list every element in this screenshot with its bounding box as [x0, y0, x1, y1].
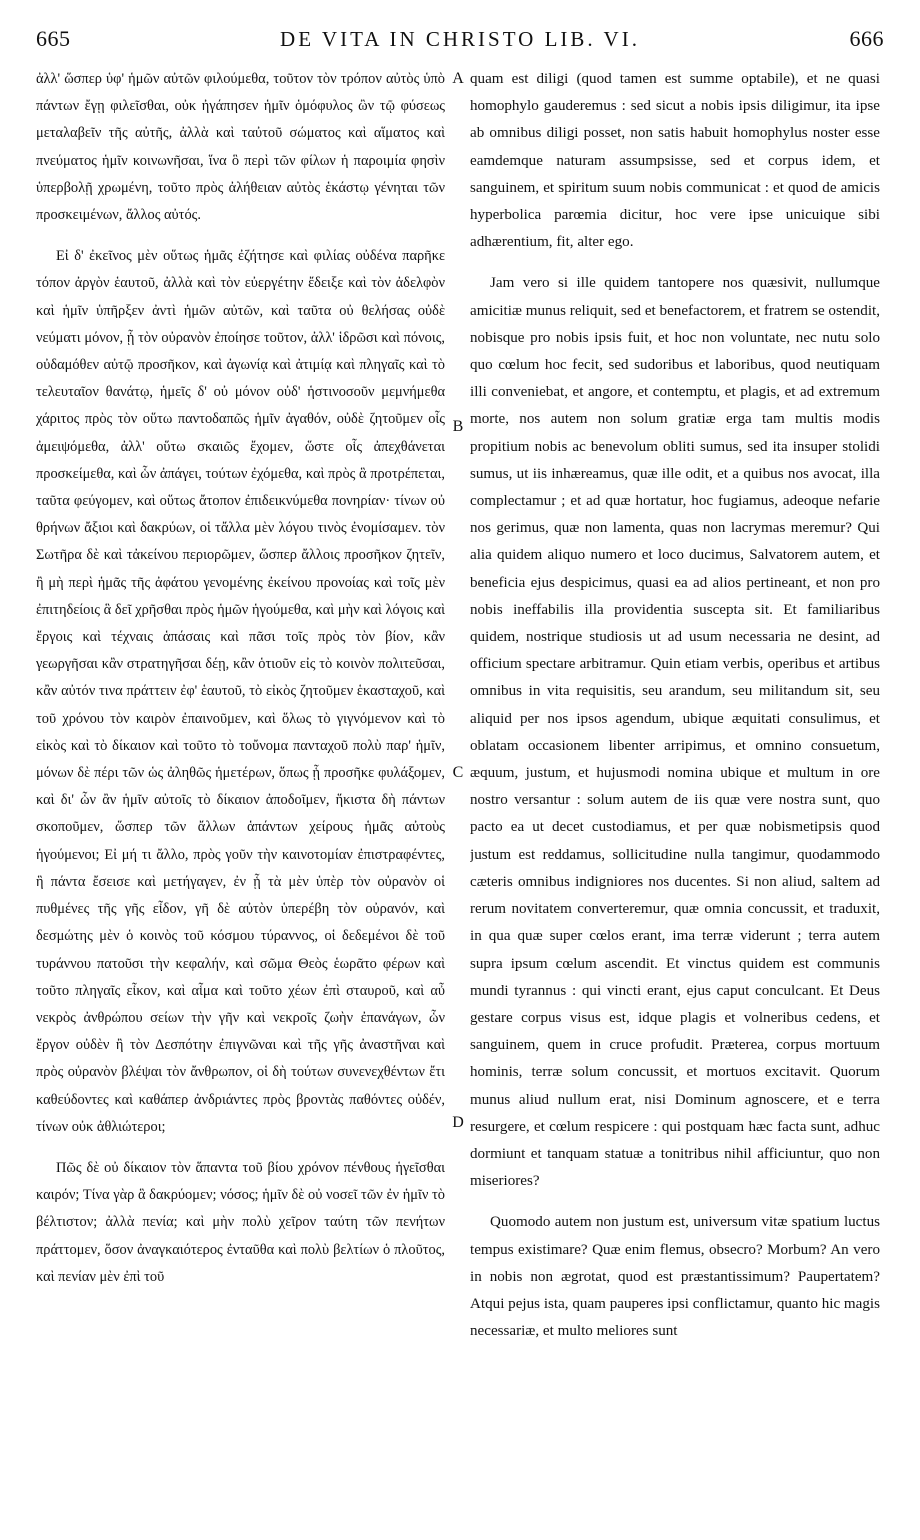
margin-marker-d: D: [452, 1114, 464, 1131]
right-page-number: 666: [849, 26, 884, 51]
running-title: DE VITA IN CHRISTO LIB. VI.: [280, 27, 640, 51]
margin-marker-b: B: [452, 418, 464, 435]
greek-paragraph: ἀλλ' ὥσπερ ὑφ' ἡμῶν αὐτῶν φιλούμεθα, τοῦτον τὸν τρόπον αὐτὸς ὑπὸ πάντων ἔγῃ φιλεῖσθαι, οὐκ ἠγάπησεν ἡμῖν ὁμόφυλος ὢν τῷ φύσεως μεταλαβεῖν τῆς αὐτῆς, ἀλλὰ καὶ ταὐτοῦ σώματος καὶ αἵματος καὶ πνεύματος ἡμῖν κοινωνῆσαι, ἵνα ὃ περὶ τῶν φίλων ἡ παροιμία φησὶν ὑπερβολῇ χρωμένη, τοῦτο πρὸς ἀλήθειαν αὐτὸς ἑκάστῳ γένηται τῶν προσκειμένων, ἄλλος αὐτός.: [36, 71, 445, 224]
greek-column: [36, 66, 445, 1516]
greek-paragraph: Πῶς δὲ οὐ δίκαιον τὸν ἅπαντα τοῦ βίου χρόνον πένθους ἡγεῖσθαι καιρόν; Τίνα γὰρ ἃ δακρύομεν; νόσος; ἡμῖν δὲ οὐ νοσεῖ τῶν ἐν ἡμῖν τὸ βέλτιστον; ἀλλὰ πενία; καὶ μὴν πολὺ χεῖρον ταύτη τῶν πενήτων πράττομεν, ὅσον ἀναγκαιότερος ἐνταῦθα καὶ πολὺ βελτίων ὁ πλοῦτος, καὶ πενίαν μὲν ἐπὶ τοῦ: [36, 1159, 445, 1285]
latin-column: [470, 66, 880, 1516]
page-header: [36, 26, 884, 60]
latin-paragraph: quam est diligi (quod tamen est summe optabile), et ne quasi homophylo gauderemus : sed sicut a nobis ipsis diligimur, ita ipse ab omnibus diligi posset, non satis habuit homophylus noster esse eamdemque naturam assumpsisse, sed et corpus idem, et sanguinem, et spiritum suum nobis communicat : et quod de amicis hyperbolica parœmia dicitur, hoc vere ipse unicuique sibi adhærentium, fit, alter ego.: [470, 71, 880, 251]
latin-paragraph: Jam vero si ille quidem tantopere nos quæsivit, nullumque amicitiæ munus reliquit, sed et benefactorem, et fratrem se ostendit, nobisque pro nobis ipsis fuit, et hoc non voluntate, nec nutu solo quo cœlum hoc fecit, sed sudoribus et laboribus, quod neutiquam illi conveniebat, et angore, et contemptu, et plagis, et ad extremum morte, nos autem non solum gratiæ erga tam multis modis propitium nobis ac benevolum obliti sumus, sed ita insuper stolidi sumus, ut iis inhæreamus, quæ ille odit, et a quibus nos avocat, illa complectamur ; et ad quæ hortatur, hoc fugiamus, adeoque nefarie nos gerimus, quæ non lamenta, quas non lacrymas meremur? Qui alia quidem aliquo numero et loco ducimus, Salvatorem autem, et beneficia ejus despicimus, quasi ea ad alios pertineant, et non pro nobis ineffabilis illa providentia suscepta sit. Et familiaribus quidem, nostrique studiosis ut ad usum necessaria ne desint, ad officium spectare arbitramur. Quin etiam verbis, operibus et artibus omnibus in vita requisitis, seu arandum, seu militandum sit, seu aliquid per nos ipsos agendum, ubique æquitati consulimus, et oblatam occasionem libenter arripimus, et omnino consuetum, æquum, justum, et hujusmodi nomina ubique et multum in ore nostro versantur : solum autem de iis quæ vere nostra sunt, quo pacto ea ut decet custodiamus, et per quæ nobismetipsis quod justum est reddamus, sollicitudine nulla tangimur, quodammodo cæteris omnibus indigniores nos ducentes. Si non aliud, saltem ad rerum novitatem converteremur, quæ omnia concussit, et traduxit, in qua quæ super cœlos erant, ima terræ viderunt ; terra autem supra ipsum cœlum ascendit. Et vinctus quidem est communis mundi tyrannus : qui vincti erant, ejus caput conculcant. Et Deus gestare corpus visus est, idque plagis et volneribus cedens, et sanguinem, quem in cruce profudit. Præterea, corpus mortuum hominis, terræ solum concussit, et mortuos excitavit. Quorum munus aliud nullum erat, nisi Dominum agnoscere, et e terra resurgere, et cœlum respicere : qui postquam hæc facta sunt, adhuc dormiunt et tanquam statuæ a tonitribus nihil afficiuntur, quo non miseriores?: [470, 275, 880, 1190]
latin-paragraph: Quomodo autem non justum est, universum vitæ spatium luctus tempus existimare? Quæ enim flemus, obsecro? Morbum? An vero in nobis non ægrotat, quod est præstantissimum? Paupertatem? Atqui pejus ista, quam pauperes ipsi conflictamur, quanto hic magis necessariæ, et multo meliores sunt: [470, 1214, 880, 1340]
greek-paragraph: Εἰ δ' ἐκεῖνος μὲν οὕτως ἡμᾶς ἐζήτησε καὶ φιλίας οὐδένα παρῆκε τόπον ἀργὸν ἑαυτοῦ, ἀλλὰ καὶ τὸν εὐεργέτην ἔδειξε καὶ τὸν ἀδελφὸν καὶ ἡμῖν ὑπῆρξεν ἀντὶ ἡμῶν αὐτῶν, καὶ ταῦτα οὐ θελήσας οὐδὲ νεύματι μόνον, ᾗ τὸν οὐρανὸν ἐποίησε τοῦτον, ἀλλ' ἱδρῶσι καὶ πόνοις, οὐδαμόθεν αὐτῷ προσῆκον, καὶ ἀγωνίᾳ καὶ ἀτιμίᾳ καὶ πληγαῖς καὶ τὸ τελευταῖον θανάτῳ, ἡμεῖς δ' οὐ μόνον οὐδ' ἡστινοσοῦν μεμνήμεθα χάριτος πρὸς τὸν οὕτω παντοδαπῶς ἡμῖν ἀγαθόν, οὐδὲ ζητοῦμεν οἷς ἀμειψόμεθα, ἀλλ' οὕτω σκαιῶς ἔχομεν, ὥστε οἷς ἀπεχθάνεται προσκείμεθα, καὶ ὧν ἀπάγει, τούτων ἐχόμεθα, καὶ πρὸς ἃ προτρέπεται, ταῦτα φεύγομεν, καὶ οὕτως ἄτοπον ἐπιδεικνύμεθα πονηρίαν· τίνων οὐ θρήνων ἄξιοι καὶ δακρύων, οἱ τἄλλα μὲν λόγου τινὸς ἐνομίσαμεν. τὸν Σωτῆρα δὲ καὶ τἀκείνου περιορῶμεν, ὥσπερ ἄλλοις προσῆκον ζητεῖν, ἢ μὴ περὶ ἡμᾶς τῆς ἀφάτου γενομένης ἐκείνου προνοίας καὶ τοῖς μὲν ἐπιτηδείοις ἃ δεῖ χρῆσθαι πρὸς ἡμῶν ἡγούμεθα, καὶ μὴν καὶ λόγοις καὶ ἔργοις καὶ τέχναις ἁπάσαις καὶ πᾶσι τοῖς πρὸς τὸν βίον, κἂν γεωργῆσαι κἂν στρατηγῆσαι δέῃ, κἂν ὁτιοῦν εἰς τὸ κοινὸν πολιτεῦσαι, κἂν αὐτόν τινα πράττειν ἐφ' ἑαυτοῦ, τὸ εἰκὸς ζητοῦμεν ἑκασταχοῦ, καὶ τοῦ χρόνου τὸν καιρὸν ἐπαινοῦμεν, καὶ ὅλως τὸ γιγνόμενον καὶ τὸ εἰκὸς καὶ τὸ δίκαιον καὶ τοῦτο τὸ τοὔνομα πανταχοῦ πολὺ παρ' ἡμῖν, μόνων δὲ πέρι τῶν ὡς ἀληθῶς ἡμετέρων, ὅπως ᾗ προσῆκε φυλάξομεν, καὶ δι' ὧν ἂν ἡμῖν αὐτοῖς τὸ δίκαιον ἀποδοῖμεν, ἥκιστα δὴ πάντων σκοποῦμεν, ὥσπερ τῶν ἄλλων ἁπάντων χείρους ἡμᾶς αὐτοὺς ἡγούμενοι; Εἰ μή τι ἄλλο, πρὸς γοῦν τὴν καινοτομίαν ἐπιστραφέντες, ἣ πάντα ἔσεισε καὶ μετήγαγεν, ἐν ᾗ τὰ μὲν ὑπὲρ τὸν οὐρανὸν οἱ πυθμένες τῆς γῆς εἶδον, γῆ δὲ αὐτὸν ὑπερέβη τὸν οὐρανόν, καὶ δεσμώτης μὲν ὁ κοινὸς τοῦ κόσμου τύραννος, οἱ δεδεμένοι δὲ τοῦ τυράννου πατοῦσι τὴν κεφαλήν, καὶ σῶμα Θεὸς ἑωρᾶτο φέρων καὶ τοῦτο πληγαῖς εἶκον, καὶ αἷμα καὶ τοῦτο χέων ἐπὶ σταυροῦ, καὶ αὖ νεκρὸς ἀνθρώπου σείων τὴν γῆν καὶ νεκροῖς ζωὴν ἐπανάγων, ὧν ἔργον οὐδὲν ἢ τὸν Δεσπότην ἐπιγνῶναι καὶ τῆς γῆς ἀναστῆναι καὶ πρὸς οὐρανὸν βλέψαι τὸν ἄνθρωπον, οἱ δὴ τούτων συνενεχθέντων ἔτι καθεύδοντες καὶ καθάπερ ἀνδριάντες πρὸς βροντὰς παθόντες οὐδέν, τίνων οὐκ ἀθλιώτεροι;: [36, 248, 445, 1135]
margin-marker-a: A: [452, 70, 464, 87]
left-page-number: 665: [36, 26, 71, 51]
margin-marker-c: C: [452, 764, 464, 781]
